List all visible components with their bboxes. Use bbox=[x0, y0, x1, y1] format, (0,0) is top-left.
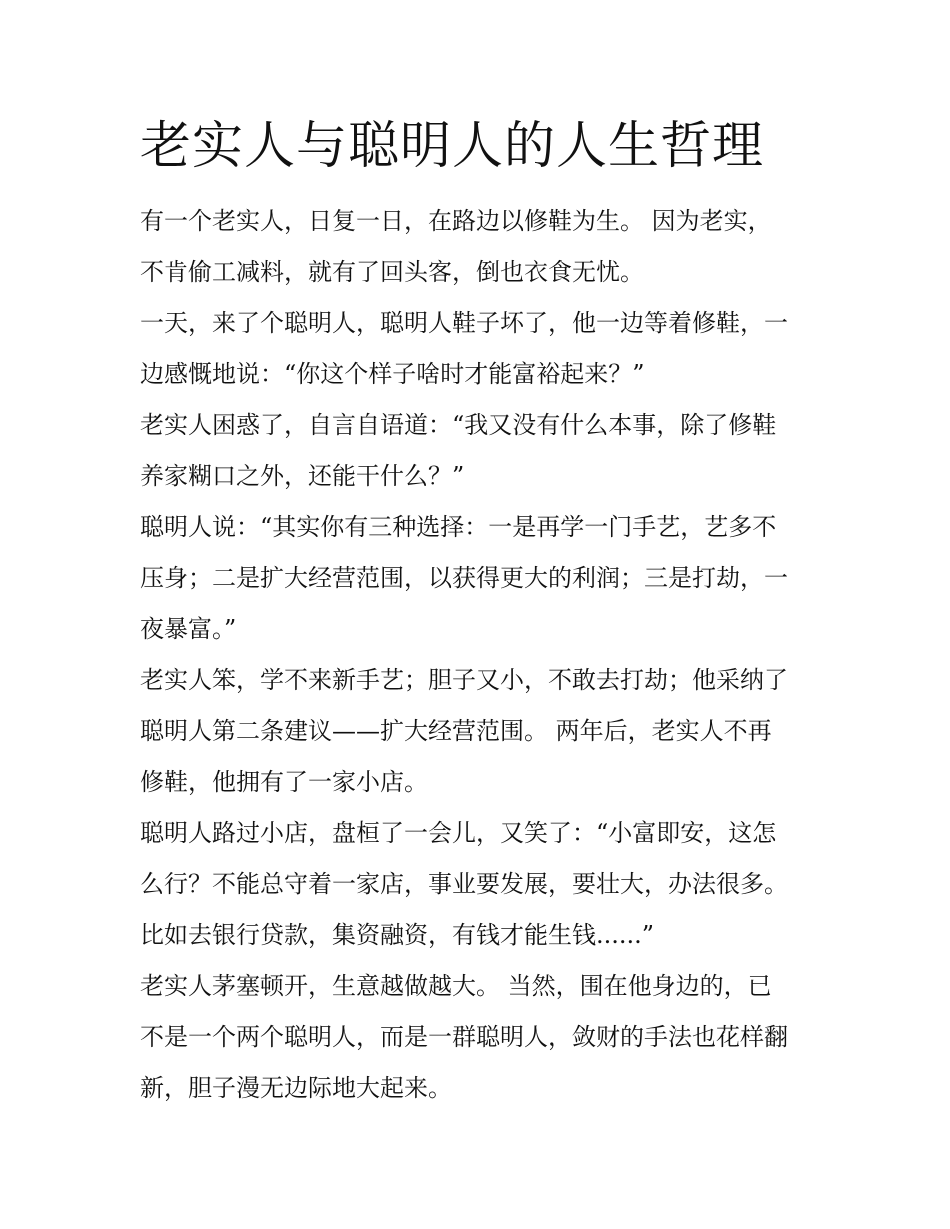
text-line: 老实人困惑了，自言自语道：“我又没有什么本事，除了修鞋 bbox=[140, 411, 777, 439]
document-body bbox=[140, 196, 820, 1114]
text-line: 聪明人路过小店，盘桓了一会儿，又笑了：“小富即安，这怎 bbox=[140, 819, 777, 847]
text-line: 一天，来了个聪明人，聪明人鞋子坏了，他一边等着修鞋，一 bbox=[140, 309, 788, 337]
text-line: 新，胆子漫无边际地大起来。 bbox=[140, 1074, 452, 1102]
text-line: 不是一个两个聪明人，而是一群聪明人，敛财的手法也花样翻 bbox=[140, 1023, 788, 1051]
text-line: 么行？不能总守着一家店，事业要发展，要壮大，办法很多。 bbox=[140, 870, 788, 898]
text-line: 聪明人说：“其实你有三种选择：一是再学一门手艺，艺多不 bbox=[140, 513, 777, 541]
text-line: 边感慨地说：“你这个样子啥时才能富裕起来？” bbox=[140, 360, 645, 388]
text-line: 修鞋，他拥有了一家小店。 bbox=[140, 768, 428, 796]
text-line: 聪明人第二条建议——扩大经营范围。 两年后，老实人不再 bbox=[140, 717, 772, 745]
paragraph bbox=[140, 502, 820, 655]
paragraph bbox=[140, 400, 820, 502]
paragraph bbox=[140, 196, 820, 298]
paragraph bbox=[140, 961, 820, 1114]
text-line: 压身；二是扩大经营范围，以获得更大的利润；三是打劫，一 bbox=[140, 564, 788, 592]
text-line: 养家糊口之外，还能干什么？” bbox=[140, 462, 465, 490]
text-line: 老实人茅塞顿开，生意越做越大。 当然，围在他身边的，已 bbox=[140, 972, 772, 1000]
paragraph bbox=[140, 298, 820, 400]
paragraph bbox=[140, 655, 820, 808]
paragraph bbox=[140, 808, 820, 961]
text-line: 比如去银行贷款，集资融资，有钱才能生钱......” bbox=[140, 921, 655, 949]
text-line: 老实人笨，学不来新手艺；胆子又小，不敢去打劫；他采纳了 bbox=[140, 666, 788, 694]
text-line: 不肯偷工减料，就有了回头客，倒也衣食无忧。 bbox=[140, 258, 644, 286]
text-line: 有一个老实人，日复一日，在路边以修鞋为生。 因为老实， bbox=[140, 207, 772, 235]
text-line: 夜暴富。” bbox=[140, 615, 237, 643]
document-title: 老实人与聪明人的人生哲理 bbox=[140, 117, 765, 176]
